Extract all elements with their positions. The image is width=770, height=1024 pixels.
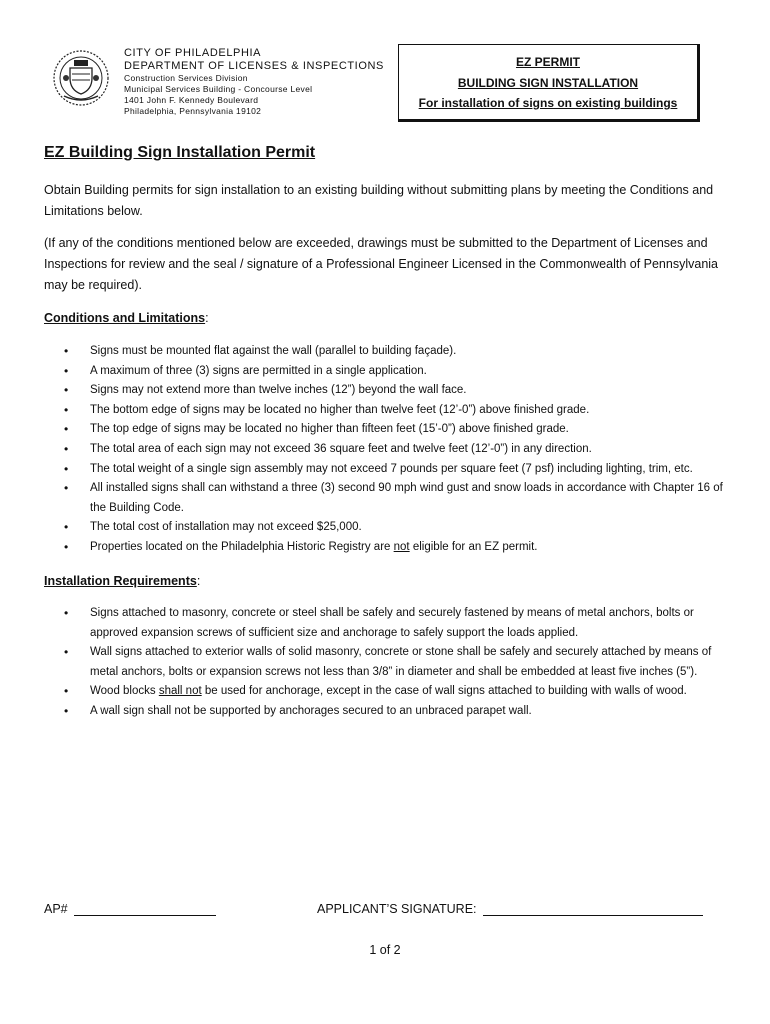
historic-text-before: Properties located on the Philadelphia Historic Registry are <box>90 540 394 553</box>
list-item: • Signs may not extend more than twelve inches (12”) beyond the wall face. <box>64 381 724 401</box>
page-title: EZ Building Sign Installation Permit <box>44 144 316 161</box>
historic-text-after: eligible for an EZ permit. <box>409 540 538 553</box>
list-item: • The bottom edge of signs may be located no higher than twelve feet (12’-0”) above finished grade. <box>64 401 724 421</box>
wood-text-after: be used for anchorage, except in the case of wall signs attached to building with walls of wood. <box>201 685 687 698</box>
letterhead-city-state-zip: Philadelphia, Pennsylvania 19102 <box>124 106 262 116</box>
list-item <box>64 538 724 558</box>
ap-number-field[interactable] <box>74 903 216 916</box>
list-item: • A maximum of three (3) signs are permitted in a single application. <box>64 362 724 382</box>
page-number: 1 of 2 <box>369 943 401 957</box>
letterhead-street: 1401 John F. Kennedy Boulevard <box>124 95 259 105</box>
applicant-signature-field[interactable] <box>483 903 703 916</box>
permit-box-description: For installation of signs on existing buildings <box>418 96 678 110</box>
letterhead-building: Municipal Services Building - Concourse Level <box>124 84 313 94</box>
permit-box-title: EZ PERMIT <box>515 55 580 69</box>
letterhead-division: Construction Services Division <box>124 73 248 83</box>
intro-paragraph: Obtain Building permits for sign installation to an existing building without submitting plans by meeting the Conditions and Limitations below. <box>44 183 714 218</box>
conditions-heading-text: Conditions and Limitations <box>44 311 206 325</box>
installation-list <box>64 604 724 722</box>
permit-box-subtitle: BUILDING SIGN INSTALLATION <box>457 76 639 90</box>
list-item: • Signs attached to masonry, concrete or steel shall be safely and securely fastened by means of metal anchors, bolts or approved expansion screws of sufficient size and anchorage to safely support the loads applied. <box>64 604 724 643</box>
applicant-signature-label: APPLICANT’S SIGNATURE: <box>317 902 477 916</box>
historic-text-underlined: not <box>393 540 410 553</box>
installation-heading <box>44 574 200 588</box>
list-item <box>64 682 724 702</box>
note-paragraph: (If any of the conditions mentioned below are exceeded, drawings must be submitted to the Department of Licenses and Inspections for review and the seal / signature of a Professional Engineer Licensed in the Commonwealth of Pennsylvania may be required). <box>44 236 718 292</box>
list-item: • A wall sign shall not be supported by anchorages secured to an unbraced parapet wall. <box>64 702 724 722</box>
list-item: • Signs must be mounted flat against the wall (parallel to building façade). <box>64 342 724 362</box>
list-item: • All installed signs shall can withstand a three (3) second 90 mph wind gust and snow loads in accordance with Chapter 16 of the Building Code. <box>64 479 724 518</box>
city-seal-icon <box>52 46 110 110</box>
permit-type-box <box>398 44 700 122</box>
installation-heading-text: Installation Requirements <box>44 574 197 588</box>
letterhead-department: DEPARTMENT OF LICENSES & INSPECTIONS <box>124 60 384 72</box>
letterhead-city: CITY OF PHILADELPHIA <box>124 47 262 59</box>
wood-text-underlined: shall not <box>158 685 202 698</box>
list-item: • The total cost of installation may not exceed $25,000. <box>64 518 724 538</box>
list-item: • The top edge of signs may be located no higher than fifteen feet (15’-0”) above finished grade. <box>64 420 724 440</box>
list-item: • Wall signs attached to exterior walls of solid masonry, concrete or stone shall be safely and securely attached by means of metal anchors, bolts or expansion screws not less than 3/8” in diameter and shall be embedded at least five inches (5”). <box>64 643 724 682</box>
conditions-heading-colon: : <box>205 311 209 325</box>
ap-number-label: AP# <box>44 902 68 916</box>
ap-number-row <box>44 902 216 916</box>
installation-heading-colon: : <box>196 574 201 588</box>
list-item: • The total weight of a single sign assembly may not exceed 7 pounds per square feet (7 psf) including lighting, trim, etc. <box>64 460 724 480</box>
letterhead <box>124 47 384 117</box>
list-item: • The total area of each sign may not exceed 36 square feet and twelve feet (12’-0”) in any direction. <box>64 440 724 460</box>
conditions-heading <box>44 311 209 325</box>
conditions-list <box>64 342 724 558</box>
wood-text-before: Wood blocks <box>90 685 159 698</box>
applicant-signature-row <box>317 902 703 916</box>
